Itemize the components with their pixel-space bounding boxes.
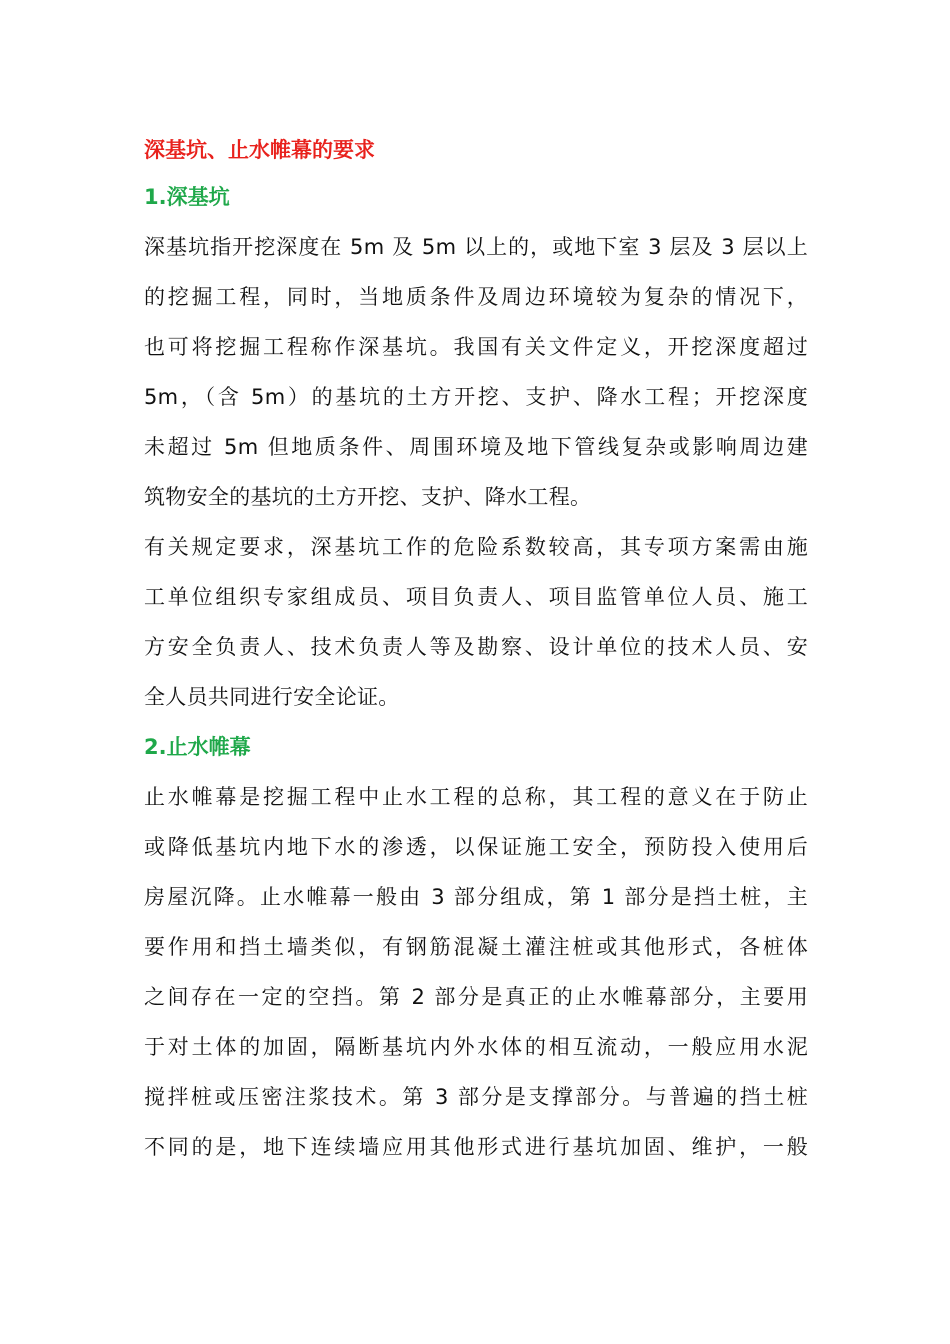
paragraph-line: 也可将挖掘工程称作深基坑。我国有关文件定义，开挖深度超过	[144, 335, 808, 359]
paragraph-line: 之间存在一定的空挡。第 2 部分是真正的止水帷幕部分，主要用	[144, 985, 808, 1009]
paragraph-line: 工单位组织专家组成员、项目负责人、项目监管单位人员、施工	[144, 585, 808, 609]
paragraph-line: 全人员共同进行安全论证。	[144, 685, 400, 709]
paragraph-line: 筑物安全的基坑的土方开挖、支护、降水工程。	[144, 485, 592, 509]
paragraph-line: 不同的是，地下连续墙应用其他形式进行基坑加固、维护，一般	[144, 1135, 808, 1159]
paragraph-line: 深基坑指开挖深度在 5m 及 5m 以上的，或地下室 3 层及 3 层以上	[144, 235, 808, 259]
paragraph-line: 方安全负责人、技术负责人等及勘察、设计单位的技术人员、安	[144, 635, 808, 659]
document-title: 深基坑、止水帷幕的要求	[144, 138, 375, 162]
section-heading-water-curtain: 2.止水帷幕	[144, 735, 251, 759]
paragraph-line: 5m，（含 5m）的基坑的土方开挖、支护、降水工程；开挖深度	[144, 385, 808, 409]
section-heading-deep-pit: 1.深基坑	[144, 185, 230, 209]
paragraph-line: 搅拌桩或压密注浆技术。第 3 部分是支撑部分。与普遍的挡土桩	[144, 1085, 808, 1109]
paragraph-line: 止水帷幕是挖掘工程中止水工程的总称，其工程的意义在于防止	[144, 785, 808, 809]
paragraph-line: 的挖掘工程，同时，当地质条件及周边环境较为复杂的情况下，	[144, 285, 808, 309]
paragraph-line: 房屋沉降。止水帷幕一般由 3 部分组成，第 1 部分是挡土桩，主	[144, 885, 808, 909]
paragraph-line: 或降低基坑内地下水的渗透，以保证施工安全，预防投入使用后	[144, 835, 808, 859]
document-page	[144, 128, 808, 1172]
paragraph-line: 要作用和挡土墙类似，有钢筋混凝土灌注桩或其他形式，各桩体	[144, 935, 808, 959]
paragraph-deep-pit-definition	[144, 222, 808, 522]
paragraph-deep-pit-regulation	[144, 522, 808, 722]
paragraph-line: 未超过 5m 但地质条件、周围环境及地下管线复杂或影响周边建	[144, 435, 808, 459]
paragraph-water-curtain	[144, 772, 808, 1172]
paragraph-line: 于对土体的加固，隔断基坑内外水体的相互流动，一般应用水泥	[144, 1035, 808, 1059]
paragraph-line: 有关规定要求，深基坑工作的危险系数较高，其专项方案需由施	[144, 535, 808, 559]
